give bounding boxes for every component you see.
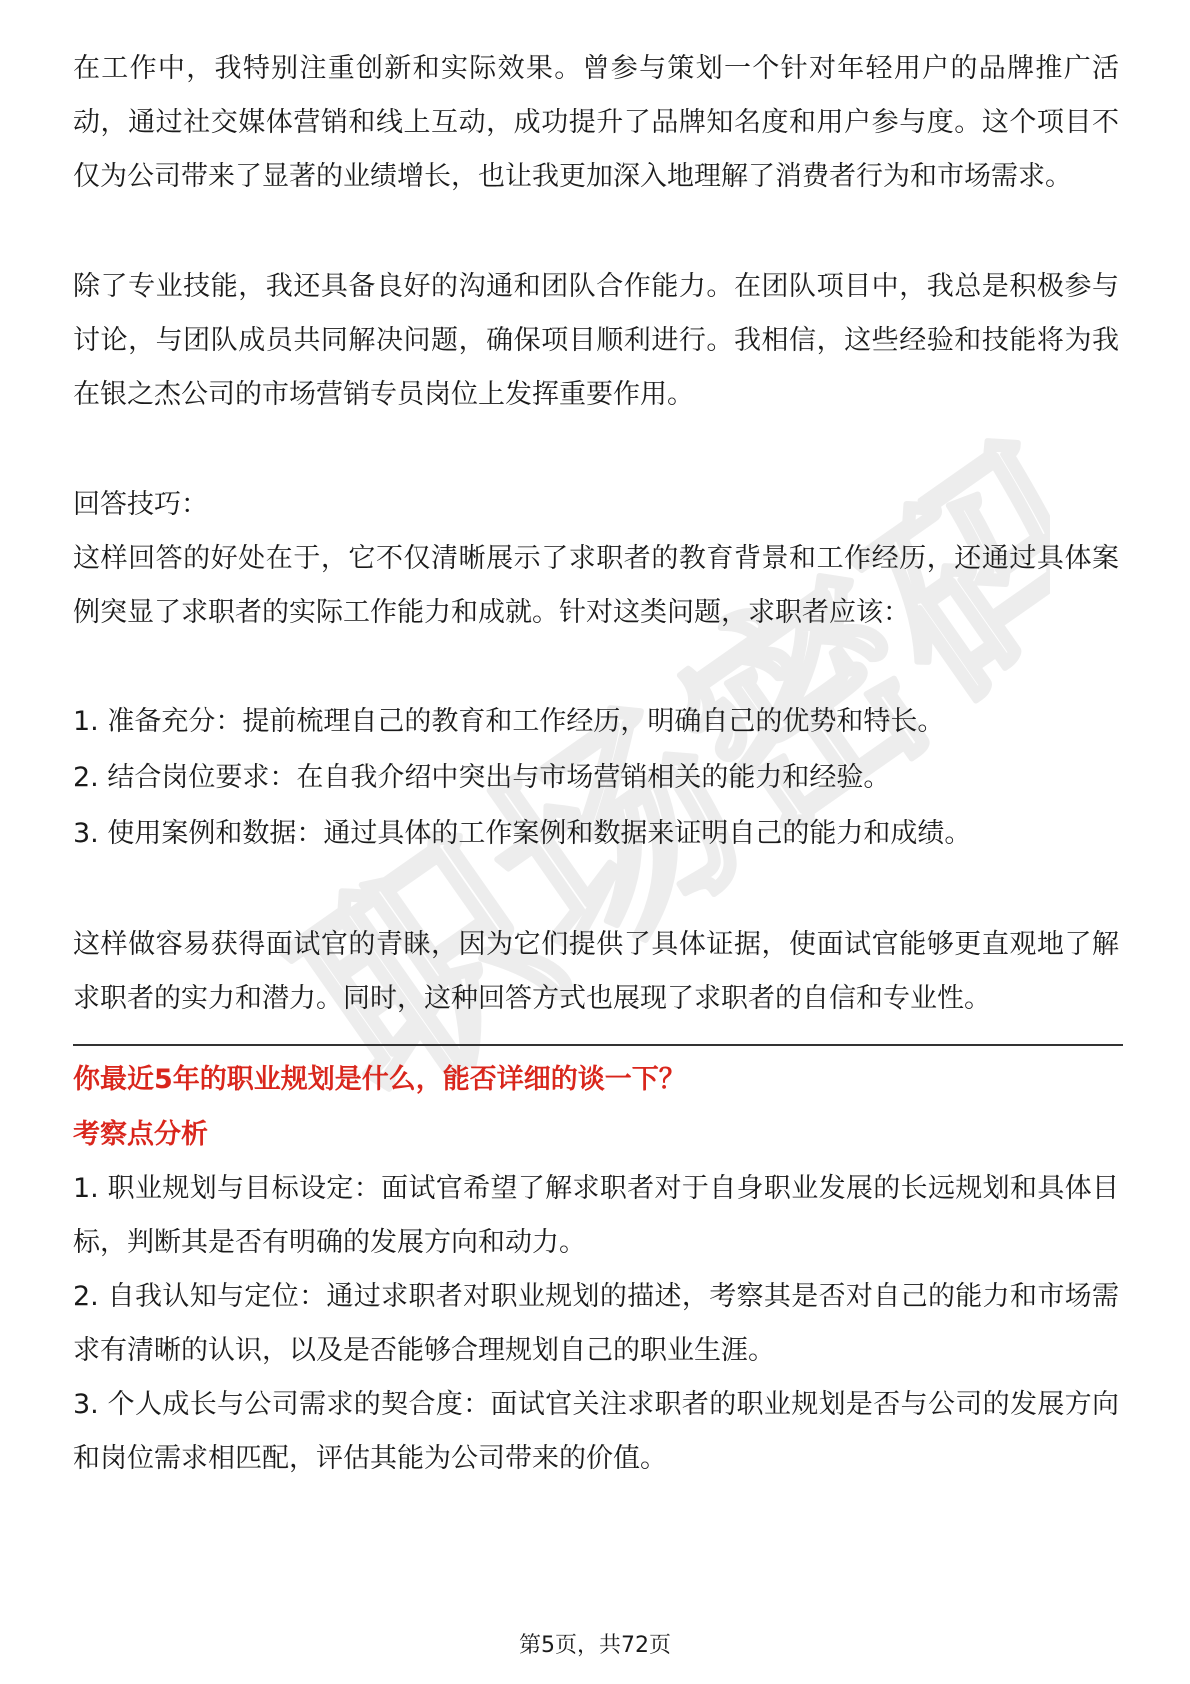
tips-heading: 回答技巧： <box>73 489 208 520</box>
tips-item: 3. 使用案例和数据：通过具体的工作案例和数据来证明自己的能力和成绩。 <box>73 818 972 849</box>
tips-intro: 这样回答的好处在于，它不仅清晰展示了求职者的教育背景和工作经历，还通过具体案例突显了求职者的实际工作能力和成就。针对这类问题，求职者应该： <box>73 543 1119 628</box>
watermark-text: 职场密码 <box>258 430 1050 1147</box>
body-paragraph: 除了专业技能，我还具备良好的沟通和团队合作能力。在团队项目中，我总是积极参与讨论，与团队成员共同解决问题，确保项目顺利进行。我相信，这些经验和技能将为我在银之杰公司的市场营销专员岗位上发挥重要作用。 <box>73 271 1119 410</box>
page-footer: 第5页，共72页 <box>519 1633 671 1658</box>
analysis-point: 2. 自我认知与定位：通过求职者对职业规划的描述，考察其是否对自己的能力和市场需求有清晰的认识，以及是否能够合理规划自己的职业生涯。 <box>73 1281 1119 1366</box>
analysis-point: 3. 个人成长与公司需求的契合度：面试官关注求职者的职业规划是否与公司的发展方向和岗位需求相匹配，评估其能为公司带来的价值。 <box>73 1389 1119 1474</box>
analysis-title: 考察点分析 <box>73 1119 208 1150</box>
body-paragraph: 在工作中，我特别注重创新和实际效果。曾参与策划一个针对年轻用户的品牌推广活动，通过社交媒体营销和线上互动，成功提升了品牌知名度和用户参与度。这个项目不仅为公司带来了显著的业绩增长，也让我更加深入地理解了消费者行为和市场需求。 <box>73 53 1119 192</box>
document-page <box>73 42 1119 1486</box>
tips-conclusion: 这样做容易获得面试官的青睐，因为它们提供了具体证据，使面试官能够更直观地了解求职者的实力和潜力。同时，这种回答方式也展现了求职者的自信和专业性。 <box>73 929 1119 1014</box>
tips-item: 1. 准备充分：提前梳理自己的教育和工作经历，明确自己的优势和特长。 <box>73 706 945 737</box>
question-heading: 你最近5年的职业规划是什么，能否详细的谈一下？ <box>73 1064 686 1095</box>
analysis-point: 1. 职业规划与目标设定：面试官希望了解求职者对于自身职业发展的长远规划和具体目标，判断其是否有明确的发展方向和动力。 <box>73 1173 1119 1258</box>
section-divider <box>73 1044 1123 1046</box>
tips-item: 2. 结合岗位要求：在自我介绍中突出与市场营销相关的能力和经验。 <box>73 762 891 793</box>
